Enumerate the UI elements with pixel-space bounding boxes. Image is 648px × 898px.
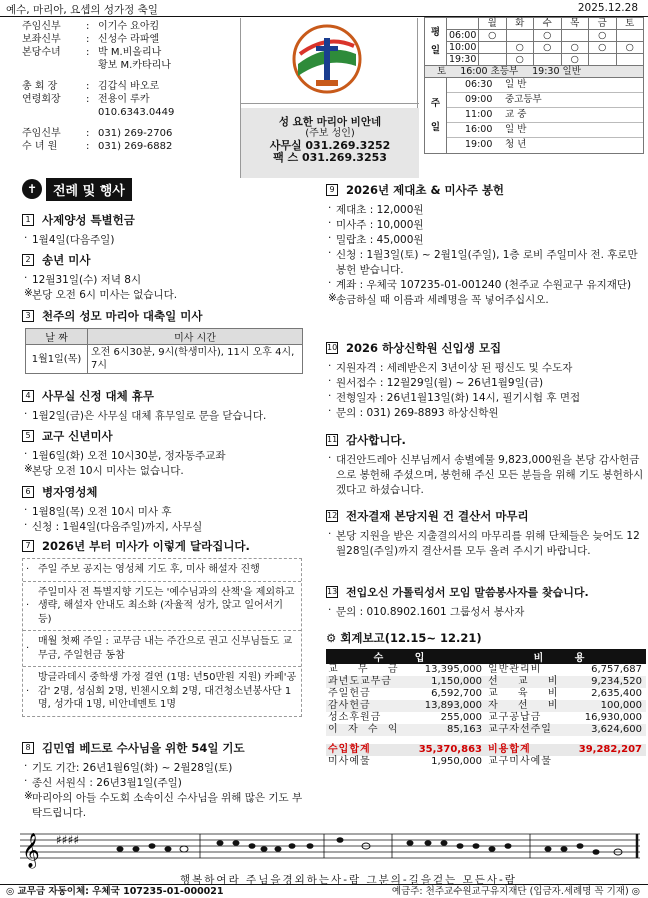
notice-3: 3 천주의 성모 마리아 대축일 미사 날 짜 미사 시간 1월1일(목) 오전 6시30분, 9시(학생미사), 11시 오후 4시, 7시 (22, 308, 307, 374)
new-year-mass-table: 날 짜 미사 시간 1월1일(목) 오전 6시30분, 9시(학생미사), 11시 오후 4시, 7시 (25, 328, 303, 374)
svg-text:♯♯♯♯: ♯♯♯♯ (56, 833, 80, 847)
notice-8: 8 김민엽 베드로 수사님을 위한 54일 기도 · 기도 기간: 26년1월6일(화) ~ 2월28일(토) · 종신 서원식 : 26년3월1일(주일) ※ 마리아의 아들 수도회 소속이신 수사님을 위해 많은 기도 부탁드립니다. (24, 741, 303, 819)
bulletin-date: 2025.12.28 (577, 2, 638, 14)
notice-6: 6 병자영성체 · 1월8일(목) 오전 10시 미사 후 · 신청 : 1월4일(다음주일)까지, 사무실 (24, 485, 203, 533)
weekday-label: 평 일 (425, 18, 447, 66)
parish-sub: (주보 성인) (305, 128, 355, 139)
notice-13: 13 전입오신 가톨릭성서 모임 말씀봉사자를 찾습니다. · 문의 : 010.8902.1601 그룹성서 봉사자 (327, 586, 589, 618)
accounts-table: 수 입 비 용 교 무 금 13,395,000 일반관리비 6,757,687 과년도교무금 1,150,000 선 교 비 9,234,520 주일헌금 6,592,700 교 육 비 2,635,400 감사헌금 13,893,000 자 선 비 100,000 성소후원금 255,000 교구공납금 16,930,000 이 자 수 익 85,163 교구자선주일 3,624,600 수입합계 35,370,863 비용합계 39,282,207 미사예물 1,950,000 교구미사예물 (326, 649, 646, 768)
notice-7: 7 2026년 부터 미사가 이렇게 달라집니다. · 주일 주보 공지는 영성체 기도 후, 미사 해설자 진행 · 주일미사 전 특별지향 기도는 '예수님과의 산책'을 제외하고 생략, 해설자 안내도 최소화 (자율적 성가, 앉고 일어서기 등) · 매월 첫째 주일 : 교무금 내는 주간으로 권고 신부님들도 교무금, 주일헌금 동참 · 방글라데시 중학생 가정 결연 (1명: 년50만원 지원) 카페'공감' 2명, 성심회 2명, 빈첸시오회 2명, 대건청소년봉사단 1명, 성가대 1명, 비안네멘토 1명 (22, 538, 312, 717)
office-phone: 사무실 031.269.3252 (269, 139, 391, 152)
staff-info: 주임신부 : 이기수 요아킴 보좌신부 : 신성수 라파엘 본당수녀 : 박 M.비올리나 황보 M.카타리나 총 회 장 : 김갑식 바오로 연령회장 : 전용이 루카 010.6343.0449 주임신부 : 031) 269-2706 수 녀 원 : 031) 269-6882 (22, 21, 175, 152)
parish-name: 성 요한 마리아 비안네 (278, 116, 382, 128)
notice-4: 4 사무실 신정 대체 휴무 · 1월2일(금)은 사무실 대체 휴무일로 문을 닫습니다. (24, 389, 267, 422)
svg-text:𝄞: 𝄞 (22, 833, 40, 868)
notice-1: 1 사제양성 특별헌금 · 1월4일(다음주일) (24, 213, 135, 246)
notice-11: 11 감사합니다. · 대건안드레아 신부님께서 송별예물 9,823,000원을 본당 감사헌금으로 봉헌해 주셨으며, 봉헌해 주신 모든 분들을 위해 기도 봉헌하시겠다고 하셨습니다. (327, 433, 644, 496)
sunday-schedule: 주 일 06:30 일 반 09:00 중고등부 11:00 교 중 16:00 일 반 19:00 청 년 (424, 78, 644, 154)
gear-icon: ⚙ (326, 631, 337, 645)
saturday-schedule: 토 16:00 초등부 19:30 일반 (424, 66, 644, 78)
notice-2: 2 송년 미사 · 12월31일(수) 저녁 8시 ※ 본당 오전 6시 미사는 없습니다. (24, 253, 178, 301)
notice-5: 5 교구 신년미사 · 1월6일(화) 오전 10시30분, 정자동주교좌 ※ 본당 오전 10시 미사는 없습니다. (24, 429, 226, 477)
notice-10: 10 2026 하상신학원 신입생 모집 · 지원자격 : 세례받은지 3년이상 된 평신도 및 수도자 · 원서접수 : 12월29일(월) ~ 26년1월9일(금) · 전형일자 : 26년1월13일(화) 14시, 필기시험 후 면접 · 문의 : 031) 269-8893 하상신학원 (327, 341, 581, 419)
notice-12: 12 전자결재 본당지원 건 결산서 마무리 · 본당 지원을 받은 지출결의서의 마무리를 위해 단체들은 늦어도 12월28일(주일)까지 결산서를 모두 올려 주시기 바랍니다. (327, 509, 640, 557)
music-notation-icon (20, 826, 642, 874)
accounts-total-row: 수입합계 35,370,863 비용합계 39,282,207 (326, 744, 646, 756)
donation-account: ◎ 교무금 자동이체: 우체국 107235-01-000021 (6, 886, 224, 897)
sunday-label: 주 일 (425, 78, 447, 153)
accounts-report: ⚙ 회계보고(12.15~ 12.21) 수 입 비 용 교 무 금 13,395,000 일반관리비 6,757,687 과년도교무금 1,150,000 선 교 비 9,234,520 주일헌금 6,592,700 교 육 비 2,635,400 감사헌금 13,893,000 자 선 비 100,000 성소후원금 255,000 교구공납금 16,930,000 이 자 수 익 85,163 교구자선주일 3,624,600 수입합계 35,370,863 비용합계 39,282,207 미사예물 1,950,000 교구미사예물 (326, 630, 646, 768)
weekday-schedule-table: 평 일 월 화 수 목 금 토 06:00 ○ ○ ○ 10:00 ○ ○ ○ ○ ○ 19:30 ○ ○ (424, 17, 644, 66)
section-title: ✝ 전례 및 행사 (22, 178, 132, 200)
account-holder: 예금주: 천주교수원교구유지재단 (입금자.세례명 꼭 기재) ◎ (391, 886, 640, 897)
mass-schedule (424, 17, 644, 154)
parish-panel (240, 18, 418, 178)
fax-number: 팩 스 031.269.3253 (273, 151, 387, 164)
header-bar (0, 0, 648, 17)
feast-title: 예수, 마리아, 요셉의 성가정 축일 (6, 4, 158, 16)
hymn-staff (20, 826, 642, 888)
footer (0, 884, 648, 898)
mass-changes-list: · 주일 주보 공지는 영성체 기도 후, 미사 해설자 진행 · 주일미사 전 특별지향 기도는 '예수님과의 산책'을 제외하고 생략, 해설자 안내도 최소화 (자율적 성가, 앉고 일어서기 등) · 매월 첫째 주일 : 교무금 내는 주간으로 권고 신부님들도 교무금, 주일헌금 동참 · 방글라데시 중학생 가정 결연 (1명: 년50만원 지원) 카페'공감' 2명, 성심회 2명, 빈첸시오회 2명, 대건청소년봉사단 1명, 성가대 1명, 비안네멘토 1명 (22, 558, 302, 717)
parish-logo-icon (292, 24, 362, 94)
hymn-lyrics: 행복하여라 주님을경외하는사-람 그분의-길을걷는 모든사-람 (180, 874, 517, 886)
notice-9: 9 2026년 제대초 & 미사주 봉헌 · 제대초 : 12,000원 · 미사주 : 10,000원 · 밀랍초 : 45,000원 · 신청 : 1월3일(토) ~ 2월1일(주일), 1층 로비 주일미사 전. 후로만 봉헌 받습니다. · 계좌 : 우체국 107235-01-001240 (천주교 수원교구 유지재단) ※ 송금하실 때 이름과 세례명을 꼭 넣어주십시오. (328, 183, 638, 306)
cross-icon: ✝ (22, 179, 42, 199)
parish-contact-box (241, 108, 419, 178)
